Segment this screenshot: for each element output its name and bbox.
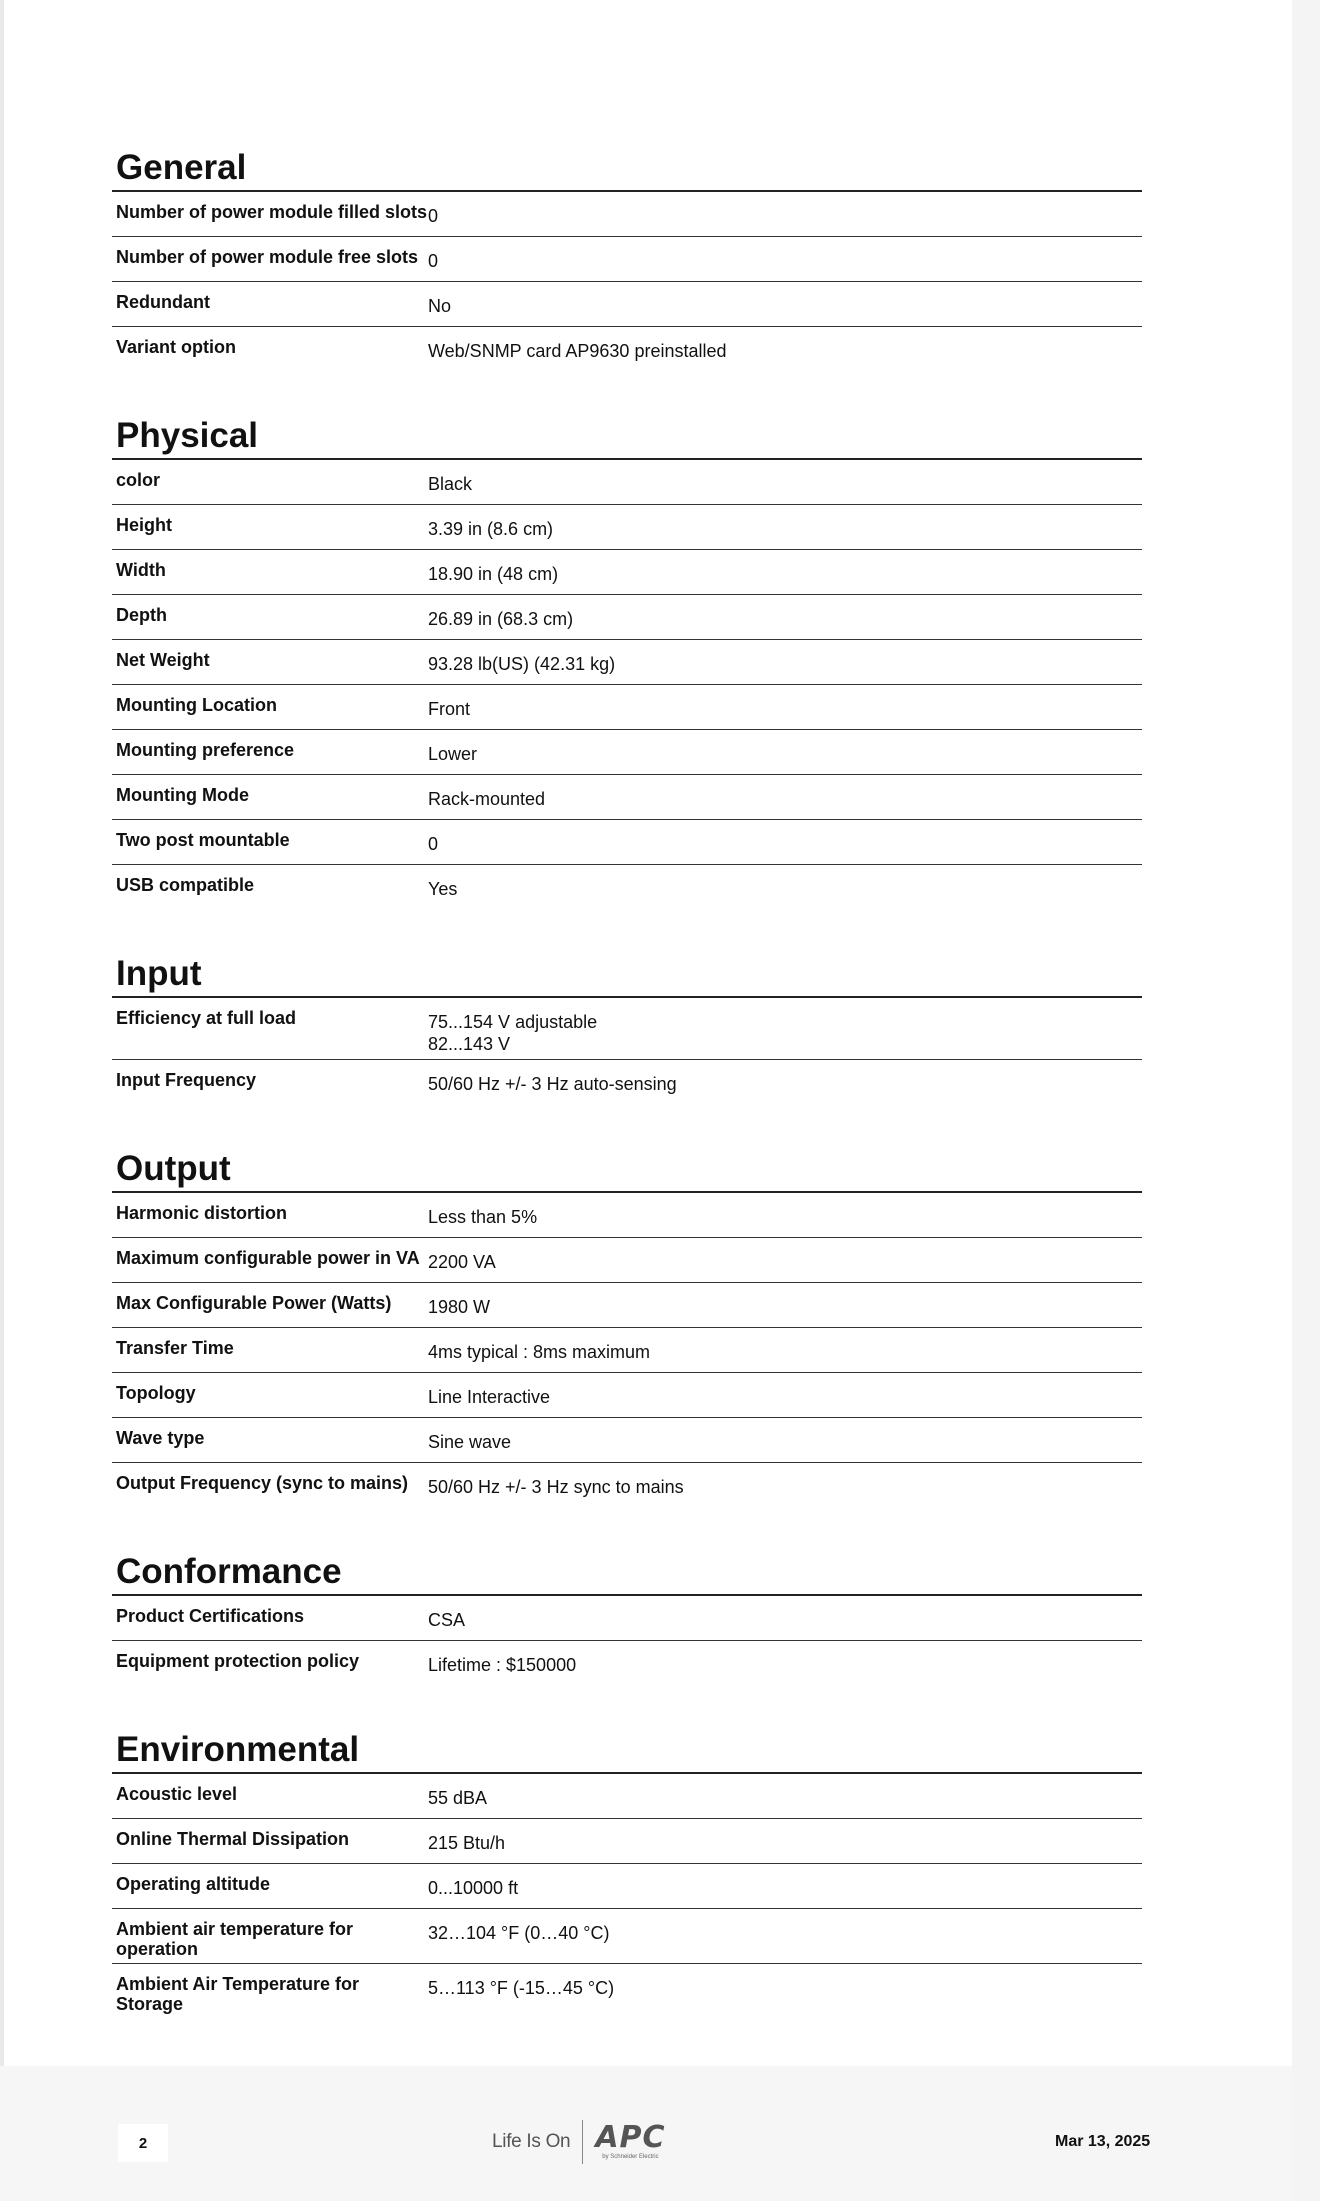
- spec-label: Ambient Air Temperature for Storage: [116, 1974, 360, 2014]
- spec-row: [112, 685, 1142, 730]
- spec-row: [112, 1909, 1142, 1964]
- document-page: [4, 0, 1292, 2066]
- spec-value: Web/SNMP card AP9630 preinstalled: [428, 341, 727, 361]
- spec-value: 26.89 in (68.3 cm): [428, 609, 574, 629]
- spec-label: Width: [116, 560, 166, 580]
- spec-label: Efficiency at full load: [116, 1008, 297, 1028]
- apc-logo-subtitle: by Schneider Electric: [602, 2154, 659, 2160]
- spec-row: [112, 775, 1142, 820]
- spec-value: 0...10000 ft: [428, 1878, 519, 1898]
- spec-label: Operating altitude: [116, 1874, 271, 1894]
- spec-label: Harmonic distortion: [116, 1203, 288, 1223]
- spec-label: Mounting Mode: [116, 785, 249, 805]
- spec-table-environmental: [112, 1774, 1142, 2018]
- spec-value: 18.90 in (48 cm): [428, 564, 559, 584]
- spec-row: [112, 1060, 1142, 1105]
- section-title-environmental: Environmental: [112, 1722, 1142, 1774]
- spec-row: [112, 1193, 1142, 1238]
- spec-value: Line Interactive: [428, 1387, 551, 1407]
- spec-label: Number of power module filled slots: [116, 202, 428, 222]
- spec-value: 32…104 °F (0…40 °C): [428, 1923, 610, 1943]
- spec-label: Height: [116, 515, 172, 535]
- spec-value: Front: [428, 699, 471, 719]
- spec-row: [112, 282, 1142, 327]
- spec-label: Wave type: [116, 1428, 205, 1448]
- spec-row: [112, 998, 1142, 1060]
- document-date: Mar 13, 2025: [1055, 2133, 1151, 2150]
- spec-row: [112, 550, 1142, 595]
- spec-value: Sine wave: [428, 1432, 512, 1452]
- spec-value: Rack-mounted: [428, 789, 546, 809]
- spec-row: [112, 595, 1142, 640]
- spec-row: [112, 1238, 1142, 1283]
- spec-label: Mounting preference: [116, 740, 295, 760]
- spec-label: Output Frequency (sync to mains): [116, 1473, 409, 1493]
- spec-value: Lower: [428, 744, 478, 764]
- spec-label: Maximum configurable power in VA: [116, 1248, 420, 1268]
- spec-table-conformance: [112, 1596, 1142, 1686]
- spec-content: [112, 140, 1142, 2018]
- spec-table-input: [112, 998, 1142, 1105]
- spec-value: 215 Btu/h: [428, 1833, 506, 1853]
- spec-value: No: [428, 296, 452, 316]
- spec-label: Variant option: [116, 337, 237, 357]
- spec-value: Black: [428, 474, 473, 494]
- apc-logo: APC: [595, 2120, 666, 2155]
- spec-value: 4ms typical : 8ms maximum: [428, 1342, 651, 1362]
- spec-row: [112, 460, 1142, 505]
- spec-value: 0: [428, 834, 439, 854]
- spec-value: 1980 W: [428, 1297, 491, 1317]
- spec-table-general: [112, 192, 1142, 372]
- apc-logo-block: [595, 2120, 666, 2161]
- spec-row: [112, 237, 1142, 282]
- spec-row: [112, 192, 1142, 237]
- spec-label: Acoustic level: [116, 1784, 238, 1804]
- spec-table-output: [112, 1193, 1142, 1508]
- spec-label: Number of power module free slots: [116, 247, 419, 267]
- spec-value: 50/60 Hz +/- 3 Hz auto-sensing: [428, 1074, 677, 1094]
- spec-value: 75...154 V adjustable 82...143 V: [428, 1012, 598, 1054]
- spec-row: [112, 1283, 1142, 1328]
- spec-label: Equipment protection policy: [116, 1651, 360, 1671]
- spec-value: Lifetime : $150000: [428, 1655, 577, 1675]
- spec-label: Net Weight: [116, 650, 210, 670]
- brand-logo: [492, 2118, 682, 2166]
- spec-value: 5…113 °F (-15…45 °C): [428, 1978, 615, 1998]
- spec-label: Depth: [116, 605, 167, 625]
- page-number: 2: [118, 2124, 168, 2162]
- spec-label: Transfer Time: [116, 1338, 234, 1358]
- section-title-general: General: [112, 140, 1142, 192]
- life-is-on-logo: Life Is On: [492, 2131, 571, 2152]
- logo-divider: [582, 2120, 583, 2164]
- spec-label: USB compatible: [116, 875, 255, 895]
- spec-row: [112, 640, 1142, 685]
- spec-value: 50/60 Hz +/- 3 Hz sync to mains: [428, 1477, 684, 1497]
- spec-label: Input Frequency: [116, 1070, 257, 1090]
- section-title-output: Output: [112, 1141, 1142, 1193]
- spec-row: [112, 327, 1142, 372]
- spec-row: [112, 1418, 1142, 1463]
- section-title-physical: Physical: [112, 408, 1142, 460]
- spec-label: Product Certifications: [116, 1606, 305, 1626]
- spec-row: [112, 1964, 1142, 2018]
- spec-row: [112, 1819, 1142, 1864]
- spec-label: Online Thermal Dissipation: [116, 1829, 350, 1849]
- spec-label: Max Configurable Power (Watts): [116, 1293, 392, 1313]
- spec-value: 0: [428, 251, 439, 271]
- spec-label: Two post mountable: [116, 830, 290, 850]
- spec-table-physical: [112, 460, 1142, 910]
- spec-label: Mounting Location: [116, 695, 277, 715]
- spec-label: Topology: [116, 1383, 196, 1403]
- spec-row: [112, 1328, 1142, 1373]
- spec-label: Redundant: [116, 292, 210, 312]
- spec-value: 55 dBA: [428, 1788, 488, 1808]
- spec-value: CSA: [428, 1610, 466, 1630]
- spec-row: [112, 1463, 1142, 1508]
- spec-label: color: [116, 470, 161, 490]
- spec-row: [112, 505, 1142, 550]
- spec-value: Yes: [428, 879, 458, 899]
- spec-value: 0: [428, 206, 439, 226]
- spec-row: [112, 1864, 1142, 1909]
- spec-value: 2200 VA: [428, 1252, 496, 1272]
- spec-row: [112, 1641, 1142, 1686]
- spec-row: [112, 1774, 1142, 1819]
- spec-value: 3.39 in (8.6 cm): [428, 519, 554, 539]
- spec-row: [112, 1596, 1142, 1641]
- spec-row: [112, 865, 1142, 910]
- spec-row: [112, 1373, 1142, 1418]
- section-title-conformance: Conformance: [112, 1544, 1142, 1596]
- section-title-input: Input: [112, 946, 1142, 998]
- spec-value: Less than 5%: [428, 1207, 538, 1227]
- spec-row: [112, 730, 1142, 775]
- spec-row: [112, 820, 1142, 865]
- spec-label: Ambient air temperature for operation: [116, 1919, 354, 1959]
- spec-value: 93.28 lb(US) (42.31 kg): [428, 654, 616, 674]
